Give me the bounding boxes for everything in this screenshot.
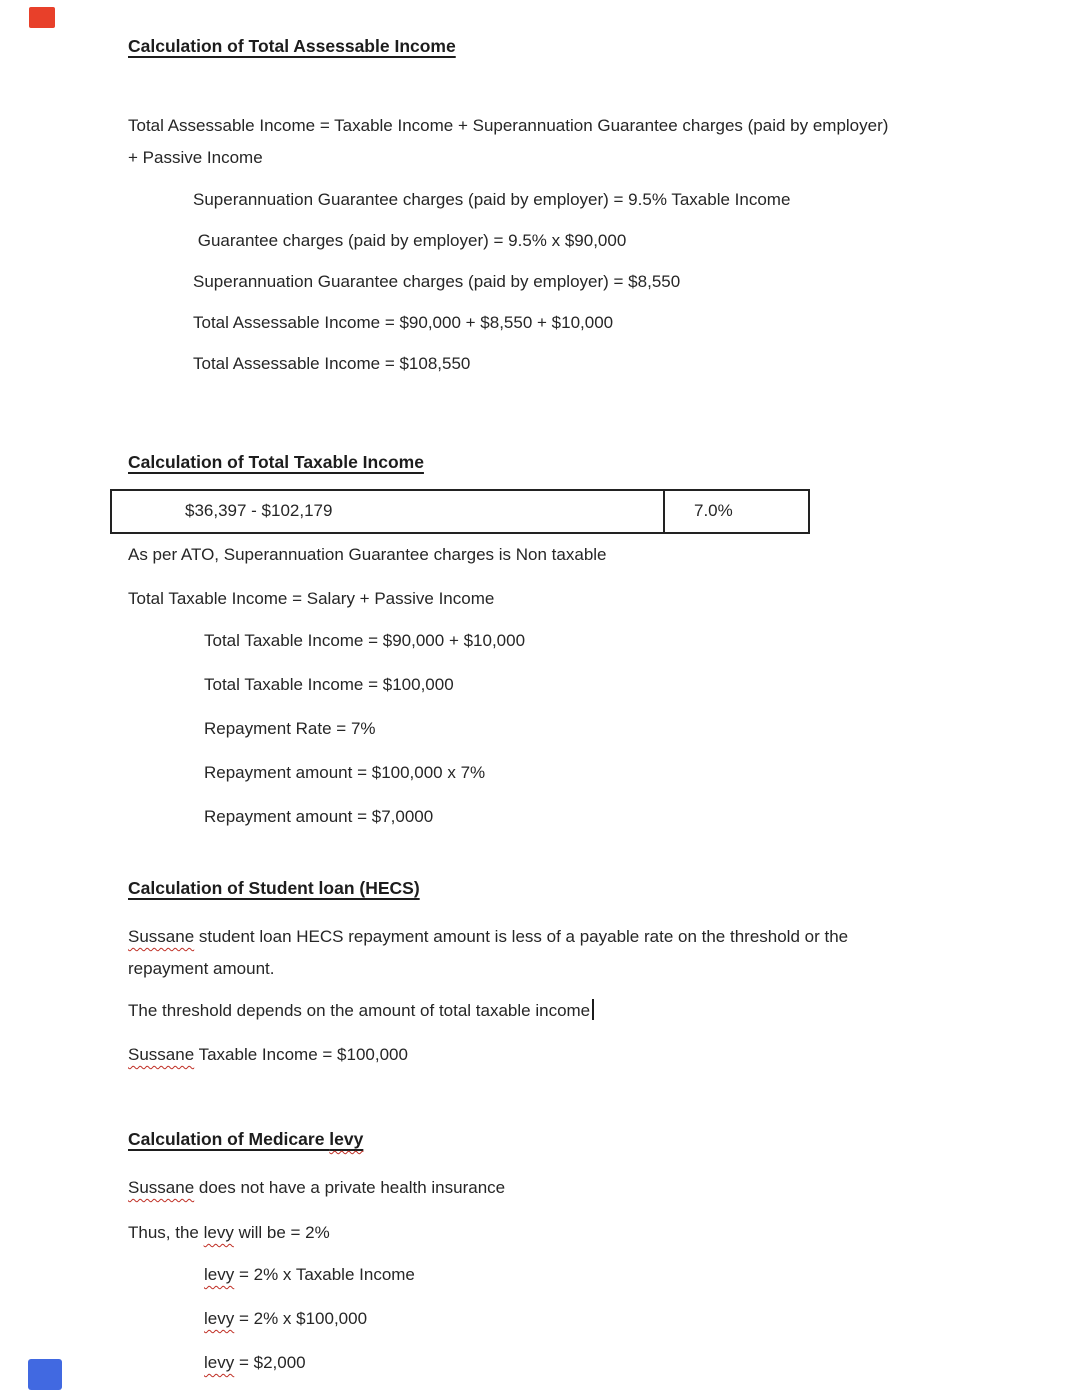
assessable-calc-lines	[193, 184, 977, 389]
text-line: Total Assessable Income = Taxable Income + Superannuation Guarantee charges (paid by employer)	[128, 116, 889, 135]
text-run: The threshold depends on the amount of total taxable income	[128, 1001, 591, 1020]
text-line: Guarantee charges (paid by employer) = 9.5% x $90,000	[193, 231, 627, 250]
text-line: Total Taxable Income = $90,000 + $10,000	[204, 631, 526, 650]
misspelled-word: levy	[204, 1309, 235, 1328]
text-run: repayment amount.	[128, 959, 275, 978]
taxable-formula-line: Total Taxable Income = Salary + Passive Income	[128, 589, 495, 608]
text-line	[204, 1347, 977, 1379]
text-line: Repayment amount = $100,000 x 7%	[204, 763, 486, 782]
misspelled-word: Sussane	[128, 927, 195, 946]
text-line: Total Assessable Income = $108,550	[193, 354, 471, 373]
ato-note-line: As per ATO, Superannuation Guarantee charges is Non taxable	[128, 545, 607, 564]
heading-student-loan-hecs: Calculation of Student loan (HECS)	[128, 878, 420, 898]
heading-total-assessable-income: Calculation of Total Assessable Income	[128, 36, 456, 56]
text-line	[204, 1303, 977, 1335]
income-range-cell: $36,397 - $102,179	[111, 490, 664, 533]
tax-bracket-table	[110, 489, 810, 534]
heading-medicare-levy	[128, 1127, 977, 1151]
text-run: Thus, the	[128, 1223, 204, 1242]
text-line: Superannuation Guarantee charges (paid by employer) = $8,550	[193, 272, 681, 291]
misspelled-word: levy	[329, 1129, 364, 1149]
text-run: = 2% x Taxable Income	[234, 1265, 415, 1284]
text-line	[128, 921, 977, 953]
text-line: Superannuation Guarantee charges (paid by employer) = 9.5% Taxable Income	[193, 190, 791, 209]
levy-calc-lines	[204, 1259, 977, 1391]
text-line: Repayment Rate = 7%	[204, 719, 376, 738]
misspelled-word: Sussane	[128, 1178, 195, 1197]
text-line: Total Taxable Income = $100,000	[204, 675, 454, 694]
misspelled-word: levy	[204, 1353, 235, 1372]
text-line	[128, 953, 977, 985]
text-run: Taxable Income = $100,000	[194, 1045, 408, 1064]
text-run: will be = 2%	[233, 1223, 330, 1242]
misspelled-word: levy	[203, 1223, 234, 1242]
threshold-line	[128, 995, 977, 1027]
text-run: = 2% x $100,000	[234, 1309, 368, 1328]
text-run: does not have a private health insurance	[194, 1178, 506, 1197]
insurance-line	[128, 1172, 977, 1204]
misspelled-word: Sussane	[128, 1045, 195, 1064]
text-cursor	[592, 999, 594, 1020]
sussane-taxable-income-line	[128, 1039, 977, 1071]
text-line	[204, 1259, 977, 1291]
repayment-rate-cell: 7.0%	[664, 490, 809, 533]
thus-levy-line	[128, 1217, 977, 1249]
text-run: student loan HECS repayment amount is less of a payable rate on the threshold or the	[194, 927, 849, 946]
misspelled-word: levy	[204, 1265, 235, 1284]
text-line: Total Assessable Income = $90,000 + $8,550 + $10,000	[193, 313, 614, 332]
hecs-paragraph	[128, 921, 977, 985]
taxable-calc-lines	[204, 625, 977, 845]
text-line: Repayment amount = $7,0000	[204, 807, 434, 826]
text-run: = $2,000	[234, 1353, 306, 1372]
heading-total-taxable-income: Calculation of Total Taxable Income	[128, 452, 424, 472]
text-run: Calculation of Medicare	[128, 1129, 330, 1149]
table-row	[111, 490, 809, 533]
assessable-formula-paragraph	[128, 110, 977, 174]
text-line: + Passive Income	[128, 148, 263, 167]
